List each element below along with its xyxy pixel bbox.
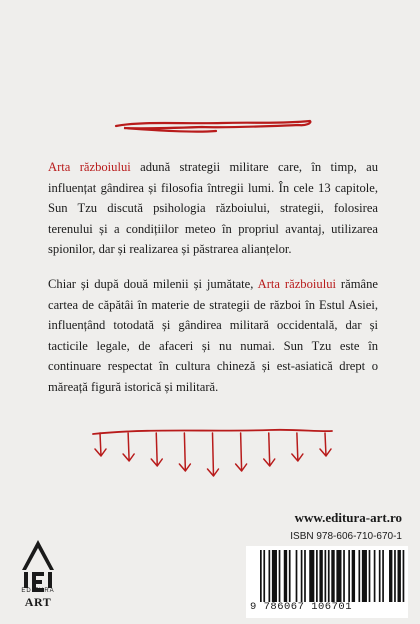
barcode-bar — [358, 550, 360, 602]
down-arrow — [236, 433, 247, 471]
barcode-bar — [268, 550, 270, 602]
down-arrows-icon — [90, 428, 335, 490]
barcode-bar — [343, 550, 345, 602]
barcode-bar — [403, 550, 405, 602]
down-arrow — [179, 433, 190, 471]
paragraph-1-text: adună strategii militare care, în timp, au influențat gândirea și filosofia întregii lumi. În cele 13 capitole, Sun Tzu discută psihologia războiului, strategii, folosirea terenului și a condițiilor meteo în propriul avantaj, utilizarea spionilor, dar și realizarea și păstrarea alianțelor. — [48, 160, 378, 257]
barcode-bar — [296, 550, 298, 602]
down-arrow — [95, 433, 106, 456]
down-arrow — [208, 433, 219, 476]
barcode-bar — [362, 550, 367, 602]
isbn-label: ISBN 978-606-710-670-1 — [290, 531, 402, 542]
barcode-bar — [263, 550, 265, 602]
publisher-small-label: EDITURA — [21, 588, 55, 594]
barcode-bar — [304, 550, 306, 602]
publisher-website: www.editura-art.ro — [294, 510, 402, 525]
publisher-name: ART — [24, 595, 52, 609]
brush-stroke-icon — [112, 112, 317, 138]
barcode-bar — [336, 550, 341, 602]
book-title-highlight: Arta războiului — [257, 277, 336, 291]
barcode-bar — [394, 550, 396, 602]
barcode-bar — [301, 550, 303, 602]
down-arrow — [292, 433, 303, 461]
barcode-bar — [389, 550, 392, 602]
barcode-bar — [284, 550, 287, 602]
barcode-bar — [289, 550, 291, 602]
barcode-bar — [325, 550, 327, 602]
paragraph-2-text-after: rămâne cartea de căpătâi în materie de strategii de război în Estul Asiei, influențând totodată și gândirea militară occidentală, dar și tacticile legale, de afaceri și nu numai. Sun Tzu este în continuare respectat în cultura chineză și est-asiatică drept o măreață figură istorică și militară. — [48, 277, 378, 394]
barcode-icon — [260, 550, 406, 602]
barcode-bar — [352, 550, 355, 602]
barcode-bar — [374, 550, 376, 602]
down-arrow — [320, 433, 331, 456]
book-title-highlight: Arta războiului — [48, 160, 131, 174]
barcode-bar — [379, 550, 381, 602]
barcode-bar — [398, 550, 401, 602]
down-arrow — [264, 433, 275, 466]
barcode-bar — [331, 550, 334, 602]
barcode-bar — [272, 550, 277, 602]
barcode-area — [246, 546, 408, 618]
barcode-bar — [319, 550, 322, 602]
barcode-bar — [279, 550, 281, 602]
description-paragraph-1 — [48, 157, 378, 260]
barcode-bar — [316, 550, 318, 602]
barcode-bar — [309, 550, 314, 602]
down-arrow — [123, 433, 134, 461]
barcode-digits: 9 786067 106701 — [250, 601, 353, 613]
barcode-bar — [328, 550, 330, 602]
barcode-bar — [369, 550, 371, 602]
paragraph-2-text-before: Chiar și după două milenii și jumătate, — [48, 277, 258, 291]
down-arrow — [151, 433, 162, 466]
barcode-bar — [348, 550, 350, 602]
barcode-bar — [382, 550, 384, 602]
barcode-bar — [260, 550, 262, 602]
description-paragraph-2 — [48, 274, 378, 398]
